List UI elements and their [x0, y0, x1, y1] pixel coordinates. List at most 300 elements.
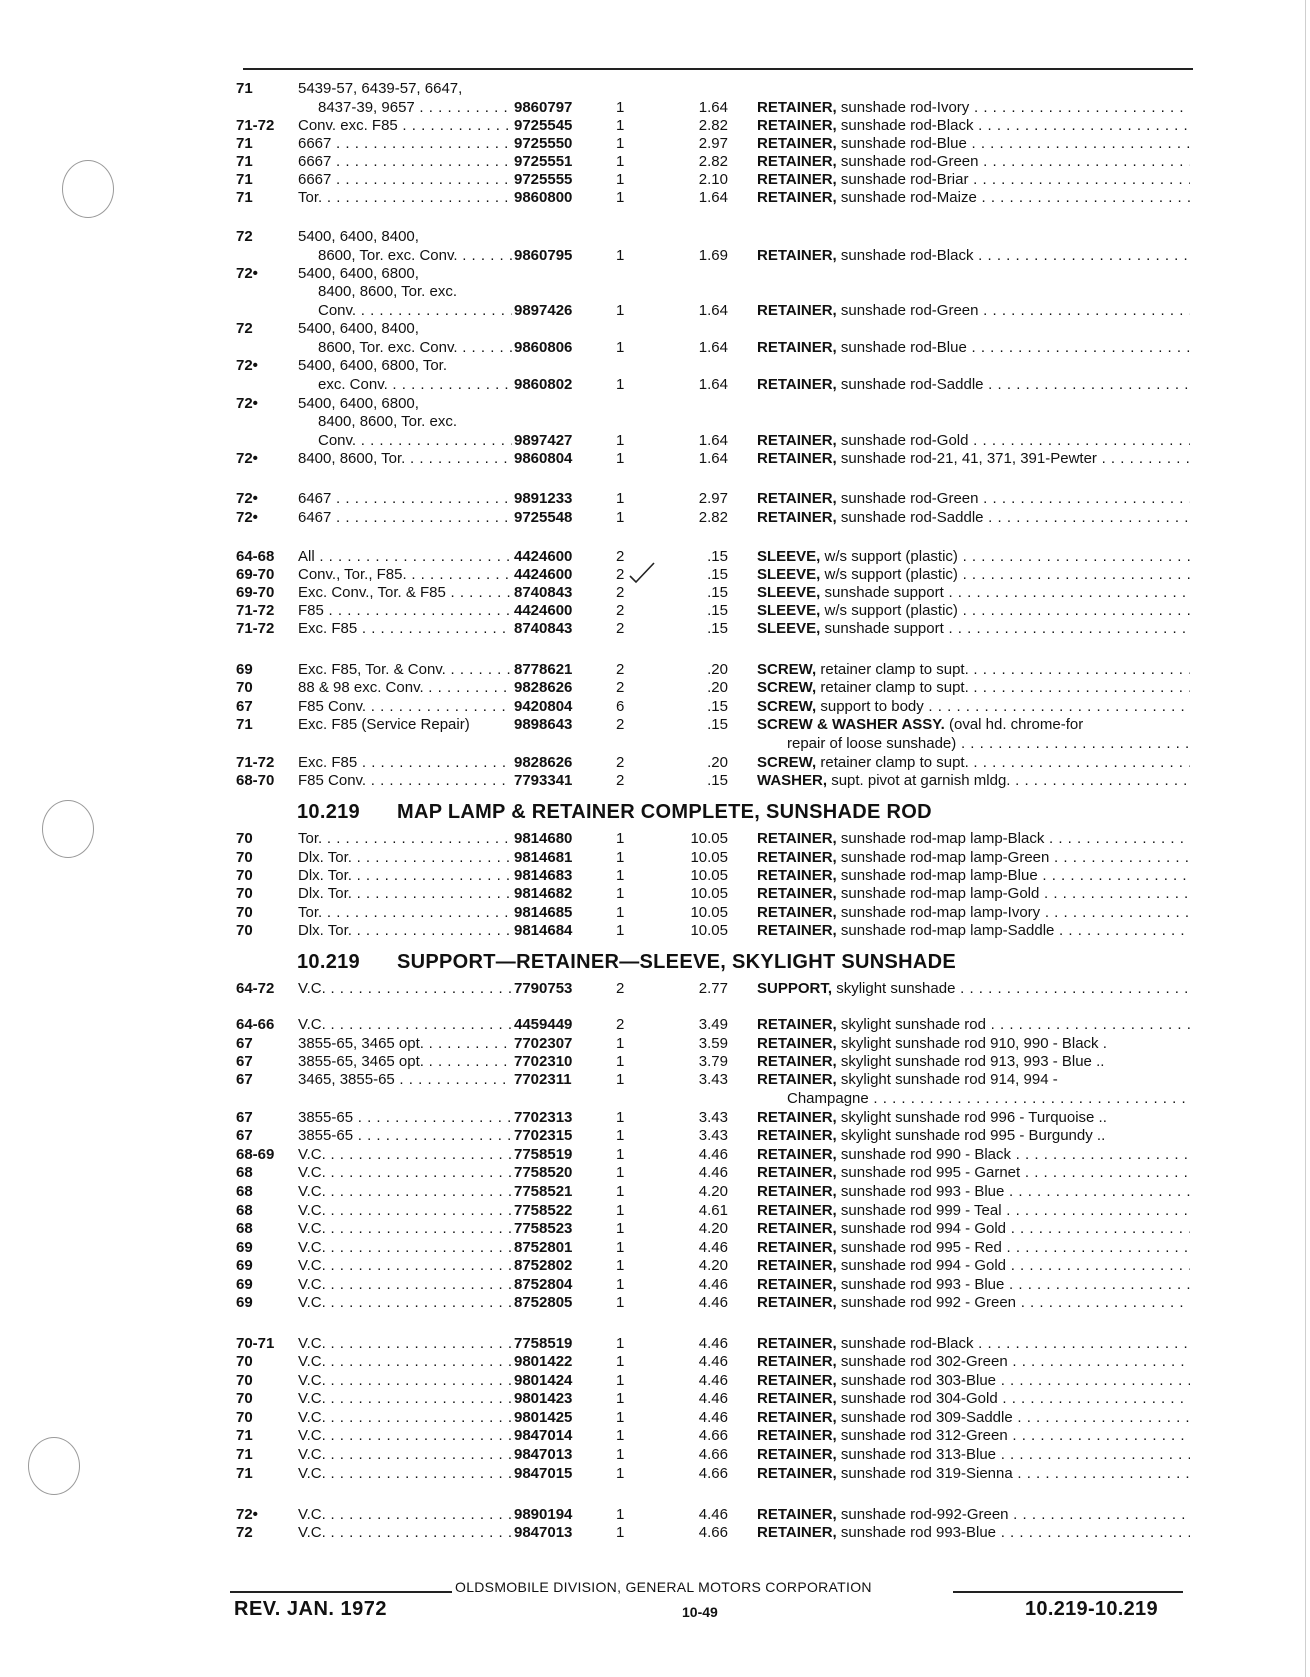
part-noun: RETAINER, — [757, 509, 837, 526]
part-noun: RETAINER, — [757, 1294, 837, 1311]
part-description — [757, 1016, 1190, 1034]
model-year: 72• — [236, 265, 258, 282]
part-description-text: sunshade support — [824, 620, 944, 637]
part-noun: RETAINER, — [757, 117, 837, 134]
model-application: Dlx. Tor. . . . — [298, 867, 512, 885]
part-description — [757, 661, 1190, 679]
model-application: 6667 . . . — [298, 153, 512, 171]
section-title: SUPPORT—RETAINER—SLEEVE, SKYLIGHT SUNSHADE — [397, 951, 956, 973]
model-application: 6667 . . . — [298, 171, 512, 189]
part-description-text: skylight sunshade rod 913, 993 - Blue .. — [840, 1053, 1105, 1070]
part-description-text: sunshade rod 319-Sienna — [840, 1465, 1013, 1482]
part-number: 7758523 — [514, 1220, 573, 1237]
model-application: 8400, 8600, Tor. exc. — [318, 413, 457, 430]
part-description-text: sunshade rod-map lamp-Black — [840, 830, 1045, 847]
quantity: 1 — [616, 1035, 625, 1052]
part-description — [757, 1183, 1190, 1201]
model-year: 67 — [236, 698, 253, 715]
part-number: 4459449 — [514, 1016, 573, 1033]
part-noun: RETAINER, — [757, 1427, 837, 1444]
part-description — [757, 1427, 1190, 1445]
part-number: 9814684 — [514, 922, 573, 939]
part-description — [757, 716, 1190, 734]
footer-section-range: 10.219-10.219 — [1025, 1598, 1158, 1620]
model-application: Conv. exc. F85 . . . — [298, 117, 512, 135]
part-description — [757, 980, 1190, 998]
part-description — [757, 1202, 1190, 1220]
part-description — [757, 99, 1190, 117]
part-noun: SLEEVE, — [757, 620, 821, 637]
model-application: Dlx. Tor. . . . — [298, 885, 512, 903]
model-application: F85 . . . — [298, 602, 512, 620]
model-application: Conv. . . . — [298, 302, 512, 320]
part-noun: RETAINER, — [757, 376, 837, 393]
model-application: Dlx. Tor. . . . — [298, 849, 512, 867]
part-number: 9828626 — [514, 679, 573, 696]
quantity: 2 — [616, 548, 625, 565]
list-price: 3.43 — [698, 1109, 728, 1126]
part-description — [757, 1276, 1190, 1294]
part-description — [757, 302, 1190, 320]
quantity: 2 — [616, 1016, 625, 1033]
model-application: V.C. . . . — [298, 1524, 512, 1542]
quantity: 2 — [616, 679, 625, 696]
model-year: 72 — [236, 228, 253, 245]
quantity: 1 — [616, 1427, 625, 1444]
model-year: 71 — [236, 1427, 253, 1444]
part-description-text: sunshade rod 993 - Blue — [840, 1183, 1005, 1200]
quantity: 1 — [616, 450, 625, 467]
section-title: MAP LAMP & RETAINER COMPLETE, SUNSHADE ROD — [397, 801, 932, 823]
part-noun: RETAINER, — [757, 1035, 837, 1052]
model-application: 6667 . . . — [298, 135, 512, 153]
part-noun: RETAINER, — [757, 849, 837, 866]
list-price: 4.46 — [698, 1390, 728, 1407]
model-application: V.C. . . . — [298, 980, 512, 998]
list-price: 3.79 — [698, 1053, 728, 1070]
part-number: 8740843 — [514, 584, 573, 601]
part-number: 7758522 — [514, 1202, 573, 1219]
part-description-text: sunshade rod 994 - Gold — [840, 1220, 1007, 1237]
quantity: 6 — [616, 698, 625, 715]
part-description — [757, 1372, 1190, 1390]
part-description-text: sunshade rod-Green — [840, 490, 979, 507]
model-application: V.C. . . . — [298, 1183, 512, 1201]
part-description — [757, 735, 1190, 753]
part-noun: RETAINER, — [757, 302, 837, 319]
model-application: V.C. . . . — [298, 1506, 512, 1524]
footer-revision: REV. JAN. 1972 — [234, 1598, 388, 1620]
check-mark-icon — [627, 560, 657, 586]
part-number: 9860795 — [514, 247, 573, 264]
quantity: 1 — [616, 1465, 625, 1482]
model-year: 69-70 — [236, 566, 275, 583]
part-description — [757, 566, 1190, 584]
part-number: 4424600 — [514, 548, 573, 565]
part-number: 4424600 — [514, 602, 573, 619]
list-price: 1.64 — [698, 339, 728, 356]
part-description-text: sunshade rod-Black — [840, 117, 974, 134]
part-number: 7758521 — [514, 1183, 573, 1200]
model-year: 70 — [236, 867, 253, 884]
list-price: 4.46 — [698, 1409, 728, 1426]
part-noun: RETAINER, — [757, 1506, 837, 1523]
model-year: 64-68 — [236, 548, 275, 565]
part-description-text: sunshade rod-Gold — [840, 432, 969, 449]
model-year: 72• — [236, 1506, 258, 1523]
part-number: 9860797 — [514, 99, 573, 116]
list-price: 4.46 — [698, 1239, 728, 1256]
part-description — [757, 247, 1190, 265]
part-description-text: supt. pivot at garnish mldg. — [831, 772, 1011, 789]
list-price: .20 — [707, 661, 728, 678]
list-price: 4.46 — [698, 1372, 728, 1389]
quantity: 1 — [616, 99, 625, 116]
part-noun: RETAINER, — [757, 1409, 837, 1426]
part-number: 7758520 — [514, 1164, 573, 1181]
model-year: 70 — [236, 830, 253, 847]
quantity: 1 — [616, 867, 625, 884]
model-year: 72• — [236, 490, 258, 507]
part-description — [757, 1146, 1190, 1164]
quantity: 1 — [616, 339, 625, 356]
quantity: 2 — [616, 980, 625, 997]
part-description — [757, 135, 1190, 153]
model-application: 8400, 8600, Tor. . . . — [298, 450, 512, 468]
part-description-text: sunshade rod 312-Green — [840, 1427, 1008, 1444]
part-number: 9897426 — [514, 302, 573, 319]
part-description — [757, 1164, 1190, 1182]
list-price: 4.46 — [698, 1294, 728, 1311]
part-description-text: sunshade rod-Green — [840, 153, 979, 170]
part-noun: RETAINER, — [757, 1016, 837, 1033]
model-year: 71 — [236, 135, 253, 152]
part-description — [757, 698, 1190, 716]
model-year: 68 — [236, 1202, 253, 1219]
part-number: 9814682 — [514, 885, 573, 902]
quantity: 1 — [616, 1239, 625, 1256]
list-price: .15 — [707, 584, 728, 601]
part-description — [757, 189, 1190, 207]
quantity: 1 — [616, 1390, 625, 1407]
part-description-text: sunshade rod-Blue — [840, 339, 967, 356]
model-application: 8437-39, 9657 . . . — [298, 99, 512, 117]
quantity: 2 — [616, 754, 625, 771]
part-noun: RETAINER, — [757, 1335, 837, 1352]
quantity: 1 — [616, 1109, 625, 1126]
part-description — [757, 1239, 1190, 1257]
section-number: 10.219 — [297, 801, 360, 823]
model-application: V.C. . . . — [298, 1016, 512, 1034]
quantity: 1 — [616, 509, 625, 526]
model-year: 70 — [236, 904, 253, 921]
part-description — [757, 867, 1190, 885]
list-price: 10.05 — [690, 922, 728, 939]
model-year: 70 — [236, 922, 253, 939]
footer-corporation: OLDSMOBILE DIVISION, GENERAL MOTORS CORPORATION — [455, 1579, 872, 1595]
part-number: 9814685 — [514, 904, 573, 921]
part-noun: RETAINER, — [757, 1053, 837, 1070]
list-price: 3.43 — [698, 1071, 728, 1088]
part-noun: SCREW & WASHER ASSY. — [757, 716, 945, 733]
list-price: .15 — [707, 698, 728, 715]
model-application: V.C. . . . — [298, 1409, 512, 1427]
quantity: 1 — [616, 1409, 625, 1426]
list-price: 4.46 — [698, 1164, 728, 1181]
part-description-text: sunshade rod-map lamp-Green — [840, 849, 1050, 866]
part-description — [757, 620, 1190, 638]
part-number: 8752802 — [514, 1257, 573, 1274]
part-number: 7758519 — [514, 1146, 573, 1163]
quantity: 1 — [616, 1127, 625, 1144]
part-noun: SLEEVE, — [757, 566, 821, 583]
model-application: Exc. F85, Tor. & Conv. . . . — [298, 661, 512, 679]
part-description — [757, 117, 1190, 135]
model-application: V.C. . . . — [298, 1335, 512, 1353]
model-year: 69-70 — [236, 584, 275, 601]
quantity: 1 — [616, 885, 625, 902]
part-description-text: sunshade rod-Green — [840, 302, 979, 319]
list-price: 1.69 — [698, 247, 728, 264]
part-description-text: sunshade rod 999 - Teal — [840, 1202, 1002, 1219]
part-description-text: skylight sunshade rod 996 - Turquoise .. — [840, 1109, 1107, 1126]
list-price: 10.05 — [690, 885, 728, 902]
model-application: V.C. . . . — [298, 1146, 512, 1164]
list-price: 4.20 — [698, 1183, 728, 1200]
list-price: 10.05 — [690, 830, 728, 847]
part-description-text: sunshade rod 992 - Green — [840, 1294, 1017, 1311]
part-description — [757, 1053, 1190, 1071]
part-description-text: sunshade rod-map lamp-Ivory — [840, 904, 1041, 921]
part-description-text: sunshade rod 993-Blue — [840, 1524, 997, 1541]
part-description-text: sunshade rod-Saddle — [840, 376, 984, 393]
model-year: 72• — [236, 395, 258, 412]
part-description — [757, 450, 1190, 468]
part-noun: RETAINER, — [757, 153, 837, 170]
part-description — [757, 1524, 1190, 1542]
model-application: Conv. . . . — [298, 432, 512, 450]
part-description-text: sunshade rod-Saddle — [840, 509, 984, 526]
model-year: 71-72 — [236, 754, 275, 771]
part-noun: RETAINER, — [757, 99, 837, 116]
list-price: 1.64 — [698, 432, 728, 449]
part-description — [757, 1465, 1190, 1483]
part-description — [757, 339, 1190, 357]
part-number: 9725545 — [514, 117, 573, 134]
quantity: 1 — [616, 1372, 625, 1389]
model-application: Exc. F85 . . . — [298, 754, 512, 772]
part-description — [757, 602, 1190, 620]
model-application: 8600, Tor. exc. Conv. . . . — [298, 339, 512, 357]
part-number: 9420804 — [514, 698, 573, 715]
part-description — [757, 1294, 1190, 1312]
model-application: 88 & 98 exc. Conv. . . . — [298, 679, 512, 697]
part-number: 9801424 — [514, 1372, 573, 1389]
part-noun: SUPPORT, — [757, 980, 833, 997]
quantity: 1 — [616, 1146, 625, 1163]
list-price: 4.66 — [698, 1524, 728, 1541]
part-description-text: repair of loose sunshade) — [787, 735, 957, 752]
quantity: 1 — [616, 1257, 625, 1274]
list-price: .20 — [707, 754, 728, 771]
model-application: 3855-65 . . . — [298, 1127, 512, 1145]
part-description-text: skylight sunshade rod 910, 990 - Black . — [840, 1035, 1107, 1052]
part-number: 9725550 — [514, 135, 573, 152]
model-year: 68 — [236, 1183, 253, 1200]
part-description-text: sunshade rod 302-Green — [840, 1353, 1008, 1370]
part-noun: RETAINER, — [757, 1183, 837, 1200]
quantity: 2 — [616, 716, 625, 733]
part-noun: RETAINER, — [757, 922, 837, 939]
part-noun: RETAINER, — [757, 1390, 837, 1407]
quantity: 2 — [616, 602, 625, 619]
part-description — [757, 1506, 1190, 1524]
part-noun: RETAINER, — [757, 1071, 837, 1088]
model-application: 5400, 6400, 6800, — [298, 265, 419, 282]
part-description — [757, 830, 1190, 848]
part-number: 9801422 — [514, 1353, 573, 1370]
part-description — [757, 1109, 1190, 1127]
part-number: 9860804 — [514, 450, 573, 467]
list-price: 4.66 — [698, 1446, 728, 1463]
quantity: 1 — [616, 1202, 625, 1219]
part-number: 8752804 — [514, 1276, 573, 1293]
part-noun: SCREW, — [757, 661, 817, 678]
list-price: 10.05 — [690, 849, 728, 866]
model-year: 68-70 — [236, 772, 275, 789]
part-number: 7702313 — [514, 1109, 573, 1126]
quantity: 1 — [616, 849, 625, 866]
part-description-text: sunshade rod 995 - Red — [840, 1239, 1002, 1256]
part-description-text: retainer clamp to supt. — [820, 754, 969, 771]
part-noun: RETAINER, — [757, 247, 837, 264]
quantity: 1 — [616, 432, 625, 449]
part-description-text: w/s support (plastic) — [824, 566, 958, 583]
model-application: V.C. . . . — [298, 1465, 512, 1483]
quantity: 1 — [616, 171, 625, 188]
model-application: V.C. . . . — [298, 1257, 512, 1275]
model-year: 70 — [236, 1353, 253, 1370]
model-application: All . . . — [298, 548, 512, 566]
part-description — [757, 1390, 1190, 1408]
part-description-text: retainer clamp to supt. — [820, 679, 969, 696]
model-year: 70 — [236, 1390, 253, 1407]
part-number: 8740843 — [514, 620, 573, 637]
model-year: 71 — [236, 1465, 253, 1482]
part-number: 9860800 — [514, 189, 573, 206]
part-description-text: retainer clamp to supt. — [820, 661, 969, 678]
part-description — [757, 772, 1190, 790]
part-number: 9847014 — [514, 1427, 573, 1444]
model-year: 72• — [236, 509, 258, 526]
quantity: 1 — [616, 1353, 625, 1370]
list-price: 2.10 — [698, 171, 728, 188]
part-description-text: sunshade rod-992-Green — [840, 1506, 1009, 1523]
part-description — [757, 1446, 1190, 1464]
model-application: V.C. . . . — [298, 1164, 512, 1182]
model-application: V.C. . . . — [298, 1353, 512, 1371]
part-description-text: sunshade rod-map lamp-Gold — [840, 885, 1040, 902]
part-description-text: sunshade rod 990 - Black — [840, 1146, 1012, 1163]
model-application: 3855-65, 3465 opt. . . . — [298, 1035, 512, 1053]
section-heading — [297, 800, 932, 824]
part-noun: SCREW, — [757, 679, 817, 696]
model-application: V.C. . . . — [298, 1202, 512, 1220]
model-application: 5400, 6400, 8400, — [298, 320, 419, 337]
model-year: 67 — [236, 1035, 253, 1052]
model-application: V.C. . . . — [298, 1294, 512, 1312]
part-noun: RETAINER, — [757, 867, 837, 884]
list-price: 2.77 — [698, 980, 728, 997]
list-price: 4.66 — [698, 1465, 728, 1482]
part-description-text: sunshade rod-Black — [840, 1335, 974, 1352]
part-description — [757, 1257, 1190, 1275]
section-number: 10.219 — [297, 951, 360, 973]
model-application: F85 Conv. . . . — [298, 772, 512, 790]
part-number: 9860802 — [514, 376, 573, 393]
quantity: 1 — [616, 922, 625, 939]
list-price: 4.46 — [698, 1506, 728, 1523]
list-price: 1.64 — [698, 376, 728, 393]
part-description — [757, 1220, 1190, 1238]
part-description-text: sunshade rod-Briar — [840, 171, 969, 188]
part-number: 8778621 — [514, 661, 573, 678]
quantity: 1 — [616, 117, 625, 134]
part-description — [757, 1335, 1190, 1353]
part-number: 9898643 — [514, 716, 573, 733]
part-description-text: sunshade rod-Maize — [840, 189, 977, 206]
model-application: 8600, Tor. exc. Conv. . . . — [298, 247, 512, 265]
model-application: Tor. . . . — [298, 904, 512, 922]
quantity: 1 — [616, 1183, 625, 1200]
model-year: 72• — [236, 357, 258, 374]
part-number: 9897427 — [514, 432, 573, 449]
model-year: 69 — [236, 661, 253, 678]
list-price: .15 — [707, 548, 728, 565]
part-number: 7758519 — [514, 1335, 573, 1352]
model-year: 68 — [236, 1164, 253, 1181]
model-application: 6467 . . . — [298, 490, 512, 508]
quantity: 2 — [616, 584, 625, 601]
quantity: 1 — [616, 1276, 625, 1293]
part-noun: RETAINER, — [757, 432, 837, 449]
part-noun: SCREW, — [757, 754, 817, 771]
quantity: 1 — [616, 1053, 625, 1070]
model-year: 70 — [236, 1372, 253, 1389]
part-description — [757, 509, 1190, 527]
part-number: 9725548 — [514, 509, 573, 526]
part-number: 9891233 — [514, 490, 573, 507]
quantity: 1 — [616, 1220, 625, 1237]
part-noun: RETAINER, — [757, 1164, 837, 1181]
part-description — [757, 1071, 1190, 1089]
list-price: 4.61 — [698, 1202, 728, 1219]
list-price: 1.64 — [698, 189, 728, 206]
part-description-text: sunshade rod 304-Gold — [840, 1390, 998, 1407]
list-price: 2.97 — [698, 135, 728, 152]
quantity: 1 — [616, 247, 625, 264]
quantity: 1 — [616, 1524, 625, 1541]
model-application: V.C. . . . — [298, 1276, 512, 1294]
part-number: 8752805 — [514, 1294, 573, 1311]
quantity: 2 — [616, 661, 625, 678]
part-noun: RETAINER, — [757, 1127, 837, 1144]
model-application: Conv., Tor., F85. . . . — [298, 566, 512, 584]
part-number: 7702310 — [514, 1053, 573, 1070]
quantity: 1 — [616, 189, 625, 206]
model-year: 70 — [236, 849, 253, 866]
part-number: 4424600 — [514, 566, 573, 583]
